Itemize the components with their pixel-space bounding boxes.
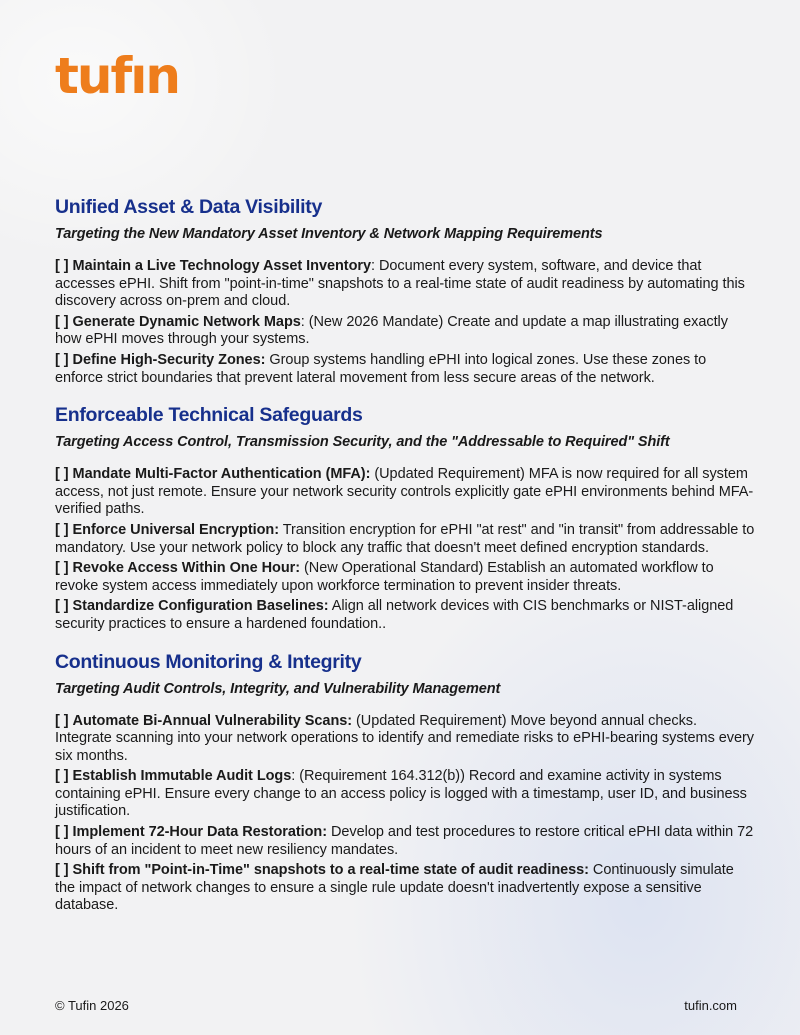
checkbox[interactable]: [ ] [55,824,69,841]
checklist-item [55,314,755,349]
section-technical-safeguards [55,402,755,633]
item-text: : Document every system, software, and device that accesses ePHI. Shift from "point-in-time" snapshots to a real-time state of audit readiness by automating this discovery across on-prem and cloud. [55,258,745,310]
item-text: (Updated Requirement) Move beyond annual checks. Integrate scanning into your network operations to identify and remediate risks to ePHI-bearing systems every six months. [55,712,754,764]
section-title: Unified Asset & Data Visibility [55,196,323,218]
footer-website-link[interactable]: tufin.com [684,998,737,1013]
item-label: Revoke Access Within One Hour: [72,560,301,577]
item-text: Align all network devices with CIS benchmarks or NIST-aligned security practices to ensure a hardened foundation.. [55,598,734,632]
checkbox[interactable]: [ ] [55,862,69,879]
section-continuous-monitoring [55,649,755,916]
checkbox[interactable]: [ ] [55,560,69,577]
item-label: Generate Dynamic Network Maps [72,313,301,330]
item-text: (New Operational Standard) Establish an automated workflow to revoke system access immediately upon workforce termination to prevent insider threats. [55,560,714,594]
checkbox[interactable]: [ ] [55,598,69,615]
section-subtitle: Targeting the New Mandatory Asset Inventory & Network Mapping Requirements [55,226,603,242]
checkbox[interactable]: [ ] [55,521,69,538]
checklist-item [55,466,755,519]
checklist-item [55,522,755,557]
tufin-logo: tufın [55,47,179,105]
checklist-item [55,824,755,859]
item-label: Define High-Security Zones: [72,351,266,368]
checkbox[interactable]: [ ] [55,313,69,330]
section-subtitle: Targeting Access Control, Transmission Security, and the "Addressable to Required" Shift [55,434,670,451]
item-label: Shift from "Point-in-Time" snapshots to a real-time state of audit readiness: [72,862,589,879]
section-asset-visibility [55,194,755,387]
item-label: Enforce Universal Encryption: [72,521,279,538]
item-label: Automate Bi-Annual Vulnerability Scans: [72,712,353,729]
checklist-item [55,258,755,311]
checklist-item [55,560,755,595]
item-text: Group systems handling ePHI into logical zones. Use these zones to enforce strict boundaries that prevent lateral movement from less secure areas of the network. [55,351,707,386]
checklist-item [55,713,755,766]
section-title: Enforceable Technical Safeguards [55,404,363,427]
checkbox[interactable]: [ ] [55,258,69,274]
checkbox[interactable]: [ ] [55,712,69,729]
checklist-item [55,352,755,387]
item-text: : (Requirement 164.312(b)) Record and examine activity in systems containing ePHI. Ensure every change to an access policy is logged with a timestamp, user ID, and business justification. [55,768,747,820]
item-text: Develop and test procedures to restore critical ePHI data within 72 hours of an incident to meet new resiliency mandates. [55,824,754,858]
item-text: Continuously simulate the impact of network changes to ensure a single rule update doesn't inadvertently expose a sensitive database. [55,862,734,914]
section-title: Continuous Monitoring & Integrity [55,650,362,673]
footer-copyright: © Tufin 2026 [55,998,129,1013]
checklist-content [55,194,755,930]
item-label: Standardize Configuration Baselines: [72,598,329,615]
section-subtitle: Targeting Audit Controls, Integrity, and Vulnerability Management [55,680,501,697]
checkbox[interactable]: [ ] [55,351,69,368]
checklist-item [55,862,755,915]
item-text: Transition encryption for ePHI "at rest" and "in transit" from addressable to mandatory. Use your network policy to block any traffic that doesn't meet defined encryption standards. [55,521,755,556]
item-text: : (New 2026 Mandate) Create and update a map illustrating exactly how ePHI moves through your systems. [55,313,728,348]
item-label: Implement 72-Hour Data Restoration: [72,824,328,841]
item-label: Maintain a Live Technology Asset Inventory [72,258,371,274]
checklist-item [55,598,755,633]
checkbox[interactable]: [ ] [55,466,69,483]
item-label: Mandate Multi-Factor Authentication (MFA): [72,466,371,483]
checklist-item [55,768,755,821]
item-text: (Updated Requirement) MFA is now required for all system access, not just remote. Ensure your network security controls explicitly gate ePHI environments behind MFA-verified paths. [55,466,754,518]
checkbox[interactable]: [ ] [55,768,69,785]
item-label: Establish Immutable Audit Logs [72,768,292,785]
